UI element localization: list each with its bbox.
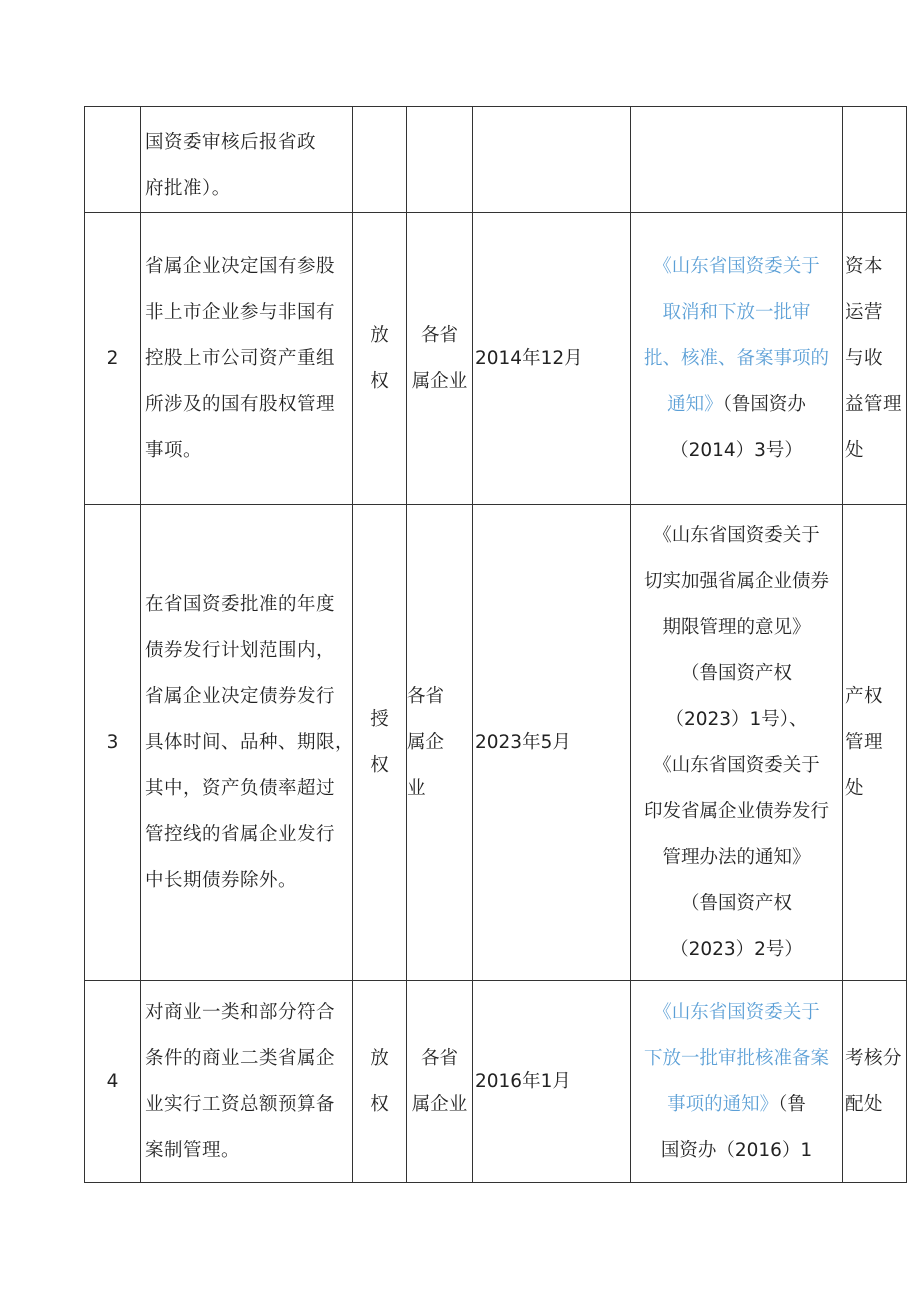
document-line — [631, 559, 842, 605]
document-text: 《山东省国资委关于 — [653, 255, 820, 277]
item-description-cell — [141, 213, 353, 505]
policy-document-cell — [631, 213, 843, 505]
department-line: 产权 — [845, 685, 884, 707]
policy-document-cell — [631, 107, 843, 213]
document-text: 取消和下放一批审 — [662, 301, 811, 323]
department-line: 运营 — [845, 301, 884, 323]
document-text: 国资办（2016）1 — [660, 1139, 813, 1161]
document-line — [631, 697, 842, 743]
department-line: 处 — [845, 777, 865, 799]
item-line: 省属企业决定债券发行 — [145, 685, 336, 707]
department-line: 管理 — [845, 731, 884, 753]
scope-cell — [407, 107, 473, 213]
table-body — [85, 107, 907, 1183]
document-text-tail: （鲁 — [778, 1093, 806, 1115]
scope-line: 业 — [407, 777, 426, 799]
document-line — [631, 651, 842, 697]
document-text: 《山东省国资委关于 — [653, 1001, 820, 1023]
scope-line: 属企 — [407, 731, 445, 753]
item-line: 省属企业决定国有参股 — [145, 255, 336, 277]
scope-line: 各省 — [407, 685, 445, 707]
delegation-type-cell — [353, 981, 407, 1183]
item-description-cell — [141, 505, 353, 981]
responsible-department-cell — [843, 981, 907, 1183]
document-text: 通知》 — [667, 393, 723, 415]
document-line — [631, 881, 842, 927]
item-line: 国资委审核后报省政 — [145, 132, 317, 153]
document-text: 切实加强省属企业债券 — [643, 570, 829, 592]
document-text: 《山东省国资委关于 — [653, 524, 820, 546]
date-cell — [473, 213, 631, 505]
item-line: 非上市企业参与非国有 — [145, 301, 336, 323]
department-line: 考核分 — [845, 1047, 903, 1069]
item-description-cell — [141, 981, 353, 1183]
scope-line: 各省 — [420, 324, 458, 346]
document-text: （鲁国资产权 — [680, 892, 792, 914]
delegation-type-line: 权 — [370, 1093, 389, 1115]
delegation-type-cell — [353, 505, 407, 981]
item-line: 中长期债券除外。 — [145, 869, 298, 891]
item-line: 债券发行计划范围内， — [145, 639, 336, 661]
effective-date: 2023年5月 — [475, 731, 571, 753]
row-number: 3 — [106, 731, 119, 753]
row-number-cell — [85, 505, 141, 981]
document-line — [631, 990, 842, 1036]
row-number-cell — [85, 981, 141, 1183]
department-line: 资本 — [845, 255, 884, 277]
delegation-type-line: 授 — [370, 708, 389, 730]
policy-document-cell — [631, 505, 843, 981]
effective-date: 2014年12月 — [475, 347, 583, 369]
document-line — [631, 336, 842, 382]
scope-line: 属企业 — [411, 370, 468, 392]
item-line: 所涉及的国有股权管理 — [145, 393, 336, 415]
document-line — [631, 1082, 842, 1128]
document-line — [631, 835, 842, 881]
scope-line: 各省 — [420, 1047, 458, 1069]
policy-document-cell — [631, 981, 843, 1183]
department-line: 配处 — [845, 1093, 884, 1115]
document-text: 《山东省国资委关于 — [653, 754, 820, 776]
document-text: 批、核准、备案事项的 — [643, 347, 829, 369]
delegation-type-line: 放 — [370, 1047, 389, 1069]
document-text: （鲁国资产权 — [680, 662, 792, 684]
delegation-table — [84, 106, 907, 1183]
date-cell — [473, 107, 631, 213]
document-line — [631, 513, 842, 559]
item-line: 其中，资产负债率超过 — [145, 777, 336, 799]
scope-line: 属企业 — [411, 1093, 468, 1115]
document-line — [631, 927, 842, 973]
item-line: 案制管理。 — [145, 1139, 241, 1161]
item-line: 府批准）。 — [145, 178, 231, 199]
item-line: 事项。 — [145, 439, 203, 461]
item-line: 控股上市公司资产重组 — [145, 347, 336, 369]
item-line: 对商业一类和部分符合 — [145, 1001, 336, 1023]
document-text: （2023）1号）、 — [665, 708, 808, 730]
item-line: 业实行工资总额预算备 — [145, 1093, 336, 1115]
document-line — [631, 382, 842, 428]
table-row — [85, 981, 907, 1183]
date-cell — [473, 505, 631, 981]
document-line — [631, 244, 842, 290]
effective-date: 2016年1月 — [475, 1070, 571, 1092]
document-text: 印发省属企业债券发行 — [643, 800, 829, 822]
scope-cell — [407, 213, 473, 505]
department-line: 益管理 — [845, 393, 903, 415]
document-text: 下放一批审批核准备案 — [643, 1047, 829, 1069]
row-number-cell — [85, 213, 141, 505]
row-number-cell — [85, 107, 141, 213]
document-line — [631, 1036, 842, 1082]
delegation-type-cell — [353, 213, 407, 505]
delegation-type-line: 放 — [370, 324, 389, 346]
item-line: 条件的商业二类省属企 — [145, 1047, 336, 1069]
item-description-cell — [141, 107, 353, 213]
document-text: （2023）2号） — [670, 938, 803, 960]
row-number: 4 — [106, 1070, 119, 1092]
table-row — [85, 505, 907, 981]
delegation-type-line: 权 — [370, 754, 389, 776]
document-text: 期限管理的意见》 — [662, 616, 811, 638]
item-line: 在省国资委批准的年度 — [145, 593, 336, 615]
document-line — [631, 743, 842, 789]
responsible-department-cell — [843, 213, 907, 505]
row-number: 2 — [106, 347, 119, 369]
document-text: 事项的通知》 — [667, 1093, 779, 1115]
document-line — [631, 1128, 842, 1174]
item-line: 管控线的省属企业发行 — [145, 823, 336, 845]
date-cell — [473, 981, 631, 1183]
table-row — [85, 213, 907, 505]
responsible-department-cell — [843, 505, 907, 981]
document-line — [631, 428, 842, 474]
delegation-type-cell — [353, 107, 407, 213]
document-line — [631, 605, 842, 651]
document-text: 管理办法的通知》 — [662, 846, 811, 868]
document-text-tail: （鲁国资办 — [722, 393, 806, 415]
table-row — [85, 107, 907, 213]
department-line: 与收 — [845, 347, 884, 369]
item-line: 具体时间、品种、期限， — [145, 731, 355, 753]
scope-cell — [407, 505, 473, 981]
document-text: （2014）3号） — [670, 439, 803, 461]
document-line — [631, 789, 842, 835]
responsible-department-cell — [843, 107, 907, 213]
scope-cell — [407, 981, 473, 1183]
document-line — [631, 290, 842, 336]
delegation-type-line: 权 — [370, 370, 389, 392]
department-line: 处 — [845, 439, 865, 461]
